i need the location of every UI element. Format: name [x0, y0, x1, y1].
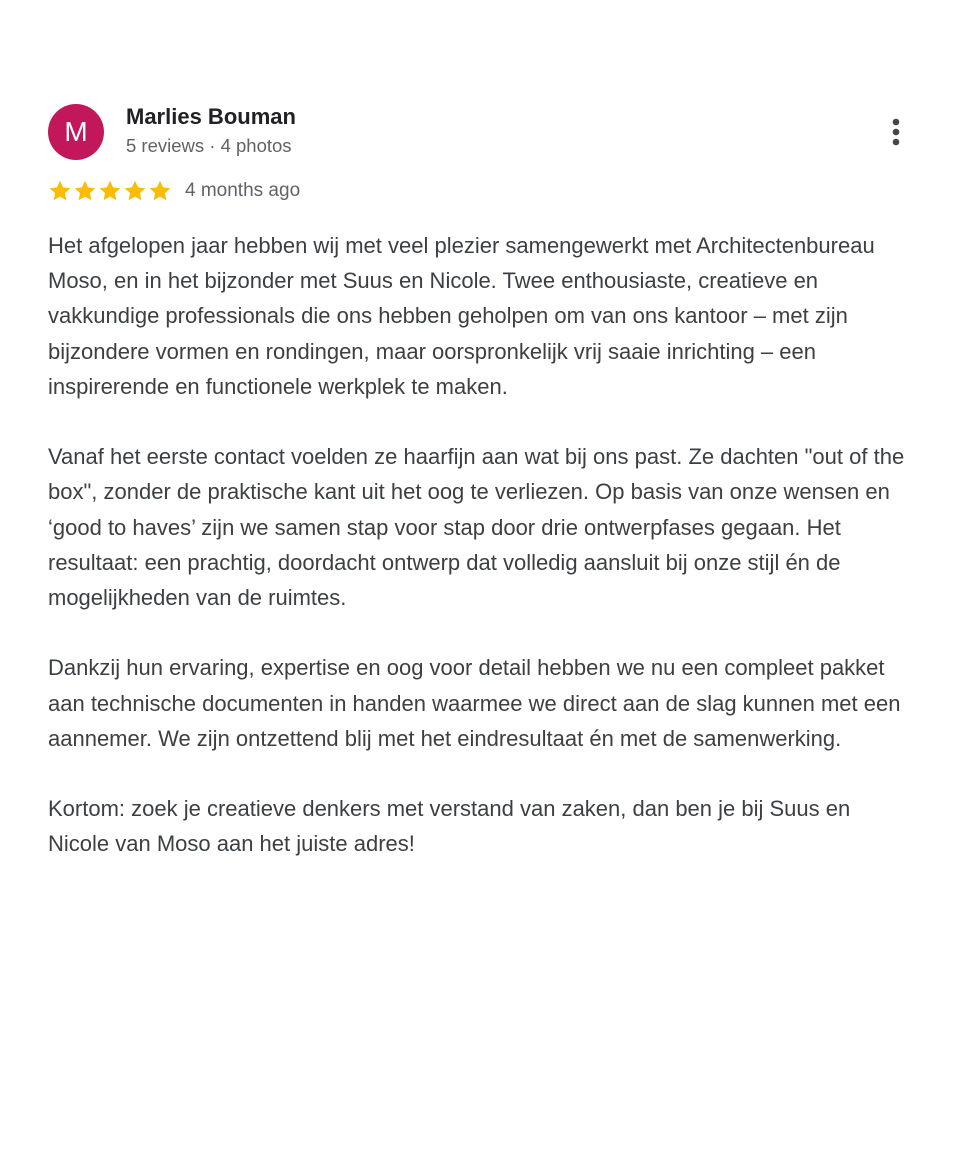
star-icon: [73, 179, 97, 203]
star-icon: [98, 179, 122, 203]
review-paragraph-3: Dankzij hun ervaring, expertise en oog voor detail hebben we nu een compleet pakket aan technische documenten in handen waarmee we direct aan de slag kunnen met een aannemer. We zijn ontzettend blij met het eindresultaat én met de samenwerking.: [48, 655, 901, 751]
review-paragraph-1: Het afgelopen jaar hebben wij met veel plezier samengewerkt met Architectenbureau Moso, en in het bijzonder met Suus en Nicole. Twee enthousiaste, creatieve en vakkundige professionals die ons hebben geholpen om van ons kantoor – met zijn bijzondere vormen en rondingen, maar oorspronkelijk vrij saaie inrichting – een inspirerende en functionele werkplek te maken.: [48, 233, 875, 399]
author-name[interactable]: Marlies Bouman: [126, 104, 296, 129]
avatar[interactable]: M: [48, 104, 104, 160]
more-options-button[interactable]: [884, 112, 908, 152]
star-icon: [123, 179, 147, 203]
more-vertical-icon: [884, 112, 908, 152]
review-header: [48, 102, 914, 162]
star-icon: [48, 179, 72, 203]
review-paragraph-2: Vanaf het eerste contact voelden ze haarfijn aan wat bij ons past. Ze dachten "out of the box", zonder de praktische kant uit het oog te verliezen. Op basis van onze wensen en ‘good to haves’ zijn we samen stap voor stap door drie ontwerpfases gegaan. Het resultaat: een prachtig, doordacht ontwerp dat volledig aansluit bij onze stijl én de mogelijkheden van de ruimtes.: [48, 444, 905, 611]
review-paragraph-4: Kortom: zoek je creatieve denkers met verstand van zaken, dan ben je bij Suus en Nicole van Moso aan het juiste adres!: [48, 796, 851, 857]
review-card: [48, 102, 914, 897]
star-rating: [48, 179, 172, 203]
author-meta: 5 reviews · 4 photos: [126, 135, 292, 156]
review-time: 4 months ago: [185, 180, 301, 201]
star-icon: [148, 179, 172, 203]
review-text: [48, 228, 914, 862]
rating-row: [48, 177, 914, 205]
